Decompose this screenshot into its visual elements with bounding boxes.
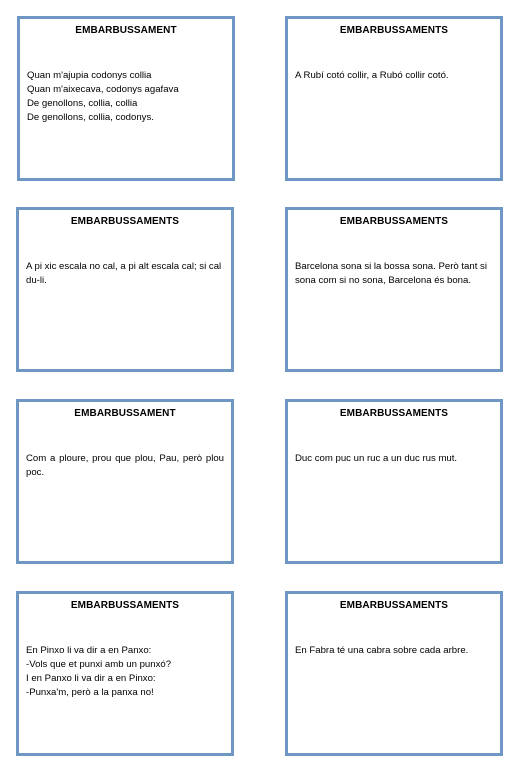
card-5 — [16, 399, 234, 564]
card-text: Duc com puc un ruc a un duc rus mut. — [295, 453, 458, 464]
card-4 — [285, 207, 503, 372]
card-text: Com a ploure, prou que plou, Pau, però plou poc. — [26, 453, 224, 478]
card-title: EMBARBUSSAMENT — [74, 408, 176, 419]
card-text-line: -Punxa'm, però a la panxa no! — [26, 687, 154, 698]
card-title: EMBARBUSSAMENTS — [339, 216, 449, 227]
card-6 — [285, 399, 503, 564]
card-text-line: De genollons, collia, collia — [27, 98, 138, 109]
card-title: EMBARBUSSAMENTS — [70, 600, 180, 611]
card-8 — [285, 591, 503, 756]
card-1 — [17, 16, 235, 181]
card-2 — [285, 16, 503, 181]
card-text-line: Quan m'ajupia codonys collia — [27, 70, 152, 81]
card-3 — [16, 207, 234, 372]
card-text: Barcelona sona si la bossa sona. Però tant si sona com si no sona, Barcelona és bona. — [295, 261, 487, 286]
card-7 — [16, 591, 234, 756]
card-text — [26, 644, 224, 700]
card-title: EMBARBUSSAMENTS — [70, 216, 180, 227]
card-title: EMBARBUSSAMENTS — [339, 25, 449, 36]
card-text-line: I en Panxo li va dir a en Pinxo: — [26, 673, 156, 684]
card-text-line: De genollons, collia, codonys. — [27, 112, 154, 123]
card-text-line: Quan m'aixecava, codonys agafava — [27, 84, 179, 95]
card-text: A Rubí cotó collir, a Rubó collir cotó. — [295, 70, 449, 81]
card-text-line: -Vols que et punxi amb un punxó? — [26, 659, 172, 670]
card-text — [27, 69, 225, 125]
card-title: EMBARBUSSAMENT — [75, 25, 177, 36]
card-text: A pi xic escala no cal, a pi alt escala cal; si cal du-li. — [26, 261, 222, 286]
card-title: EMBARBUSSAMENTS — [339, 600, 449, 611]
card-text: En Fabra té una cabra sobre cada arbre. — [295, 645, 469, 656]
card-text-line: En Pinxo li va dir a en Panxo: — [26, 645, 152, 656]
card-title: EMBARBUSSAMENTS — [339, 408, 449, 419]
